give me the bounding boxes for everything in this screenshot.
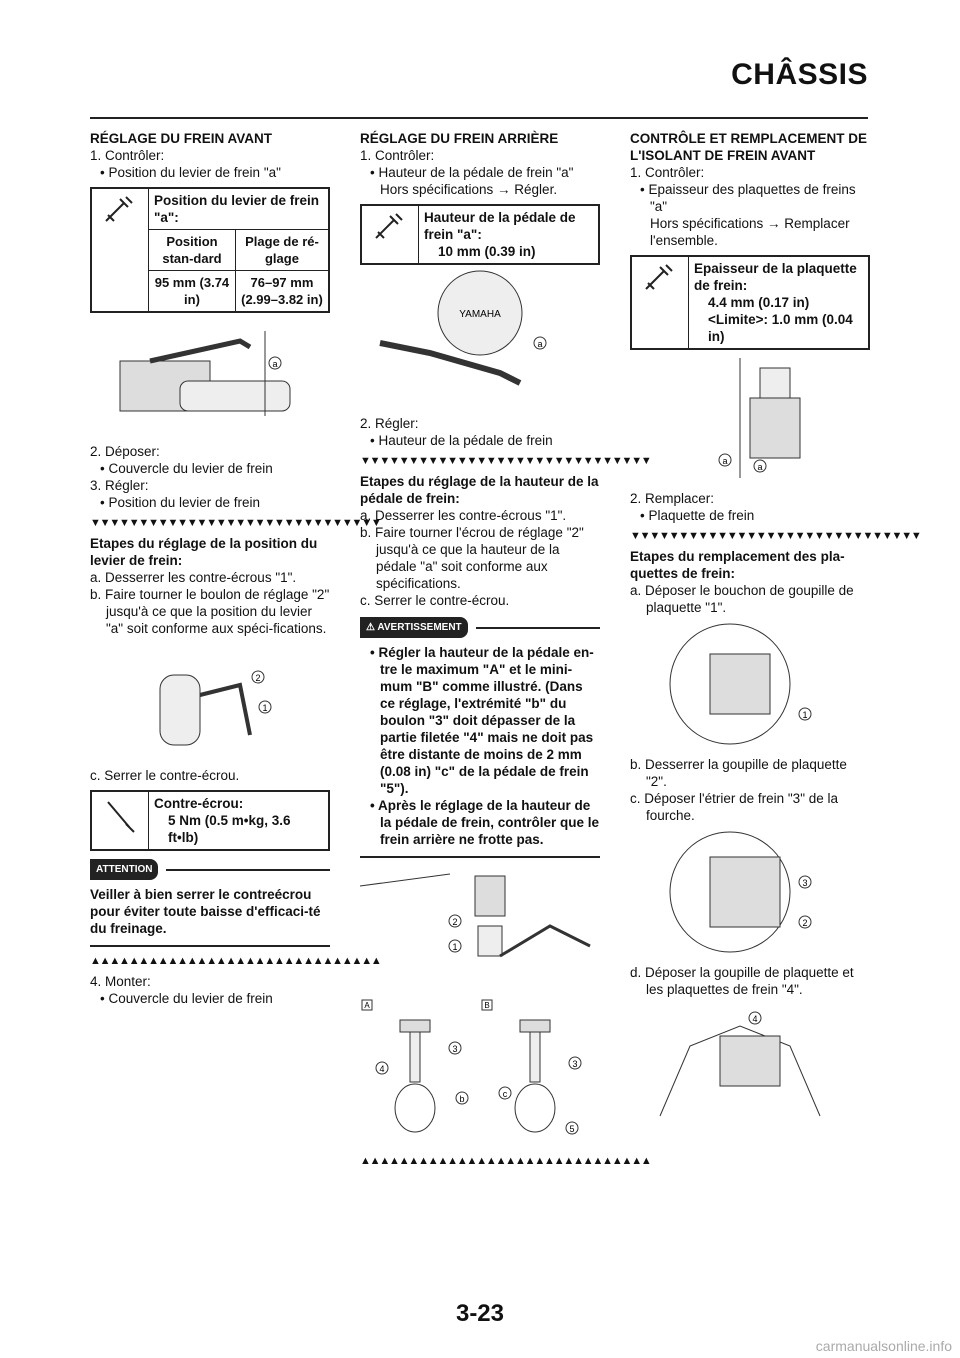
fig-label: 2 (802, 918, 808, 928)
fig-label: 2 (255, 673, 261, 683)
step: 1. Contrôler: (630, 165, 705, 180)
pad-removal-figure (630, 1006, 870, 1130)
steps-end-marker: ▲▲▲▲▲▲▲▲▲▲▲▲▲▲▲▲▲▲▲▲▲▲▲▲▲▲▲▲▲▲ (360, 1155, 651, 1167)
sub-step: d. Déposer la goupille de plaquette et les plaquettes de frein "4". (630, 965, 854, 997)
fig-label: 1 (262, 703, 268, 713)
fig-label: a (722, 456, 728, 466)
wrench-icon (92, 189, 149, 311)
fig-label: 1 (452, 942, 458, 952)
header-rule (90, 117, 868, 119)
adjuster-figure (90, 645, 330, 759)
fig-label: 2 (452, 917, 458, 927)
wrench-icon (362, 206, 419, 263)
spec-box (630, 255, 870, 350)
torque-title: Contre-écrou: (154, 796, 244, 811)
fig-label: 1 (802, 710, 808, 720)
spec-title: Position du levier de frein "a": (154, 193, 320, 225)
section-heading: RÉGLAGE DU FREIN AVANT (90, 131, 272, 146)
fig-label: 4 (752, 1014, 758, 1024)
step: 1. Contrôler: (90, 148, 165, 163)
caliper-figure-1 (630, 624, 870, 748)
pedal-adjust-figure (360, 866, 600, 990)
bullet: • Couvercle du levier de frein (100, 991, 273, 1006)
fig-label: 4 (379, 1064, 385, 1074)
steps-title: Etapes du remplacement des pla-quettes de frein: (630, 549, 845, 581)
sub-step: a. Déposer le bouchon de goupille de plaquette "1". (630, 583, 854, 615)
warning-badge: ⚠ AVERTISSEMENT (360, 617, 468, 638)
attention-text: Veiller à bien serrer le contreécrou pour éviter toute baisse d'efficaci-té du freinage. (90, 887, 321, 936)
spec-value: 76–97 mm (2.99–3.82 in) (235, 271, 328, 312)
step: 2. Régler: (360, 416, 419, 431)
step: 4. Monter: (90, 974, 151, 989)
column-front-brake (90, 130, 381, 1007)
figure-tag: B (484, 1001, 490, 1010)
torque-box (90, 790, 330, 851)
lever-figure (90, 321, 330, 435)
sub-step: b. Desserrer la goupille de plaquette "2". (630, 757, 847, 789)
bullet: • Position du levier de frein "a" (100, 165, 281, 180)
bullet: • Hauteur de la pédale de frein (370, 433, 553, 448)
page-number: 3-23 (455, 1300, 505, 1327)
section-heading: CONTRÔLE ET REMPLACEMENT DE L'ISOLANT DE FREIN AVANT (630, 131, 868, 163)
pedal-figure (360, 273, 600, 407)
fig-label: 3 (572, 1059, 578, 1069)
sub-step: b. Faire tourner le boulon de réglage "2" jusqu'à ce que la position du levier "a" soit conforme aux spéci-fications. (90, 587, 330, 636)
spec-title: Hauteur de la pédale de frein "a": (424, 210, 576, 242)
steps-start-marker: ▼▼▼▼▼▼▼▼▼▼▼▼▼▼▼▼▼▼▼▼▼▼▼▼▼▼▼▼▼▼ (630, 530, 921, 542)
bullet: • Epaisseur des plaquettes de freins "a" (640, 182, 856, 214)
steps-start-marker: ▼▼▼▼▼▼▼▼▼▼▼▼▼▼▼▼▼▼▼▼▼▼▼▼▼▼▼▼▼▼ (90, 517, 381, 529)
figure-tag: A (364, 1001, 370, 1010)
sub-step: a. Desserrer les contre-écrous "1". (90, 570, 297, 585)
spec-value: 95 mm (3.74 in) (149, 271, 235, 312)
bullet: • Position du levier de frein (100, 495, 261, 510)
column-brake-pads (630, 130, 921, 1138)
bullet: • Hauteur de la pédale de frein "a" (370, 165, 574, 180)
spec-limit: <Limite>: 1.0 mm (0.04 in) (708, 312, 853, 344)
fig-label: a (272, 359, 278, 369)
spec-table (149, 229, 328, 311)
step: 1. Contrôler: (360, 148, 435, 163)
fig-label: b (459, 1094, 465, 1104)
step: 3. Régler: (90, 478, 149, 493)
sub-step: c. Serrer le contre-écrou. (90, 768, 240, 783)
fig-label: a (537, 339, 543, 349)
fig-label: 3 (802, 878, 808, 888)
sub-step: a. Desserrer les contre-écrous "1". (360, 508, 567, 523)
bullet: • Plaquette de frein (640, 508, 755, 523)
caliper-figure-2 (630, 832, 870, 956)
warning-bullet: • Après le réglage de la hauteur de la pédale de frein, contrôler que le frein arrière ne frotte pas. (370, 798, 600, 847)
spec-header: Position stan-dard (149, 230, 235, 271)
column-rear-brake (360, 130, 651, 1173)
bullet-continuation: Hors spécifications → Régler. (380, 182, 558, 197)
step: 2. Remplacer: (630, 491, 715, 506)
attention-badge: ATTENTION (90, 859, 158, 880)
sub-step: c. Déposer l'étrier de frein "3" de la fourche. (630, 791, 839, 823)
steps-end-marker: ▲▲▲▲▲▲▲▲▲▲▲▲▲▲▲▲▲▲▲▲▲▲▲▲▲▲▲▲▲▲ (90, 955, 381, 967)
spec-box (360, 204, 600, 265)
steps-start-marker: ▼▼▼▼▼▼▼▼▼▼▼▼▼▼▼▼▼▼▼▼▼▼▼▼▼▼▼▼▼▼ (360, 455, 651, 467)
spec-header: Plage de ré-glage (235, 230, 328, 271)
bullet-continuation: Hors spécifications → Remplacer l'ensemble. (650, 216, 850, 248)
section-heading: RÉGLAGE DU FREIN ARRIÈRE (360, 131, 559, 146)
fig-label: a (757, 462, 763, 472)
spec-value: 4.4 mm (0.17 in) (708, 295, 810, 310)
sub-step: b. Faire tourner l'écrou de réglage "2" jusqu'à ce que la hauteur de la pédale "a" soit conforme aux spécifications. (360, 525, 584, 591)
engine-brand: YAMAHA (459, 309, 501, 320)
spec-title: Epaisseur de la plaquette de frein: (694, 261, 857, 293)
bolt-detail-figure (360, 998, 600, 1147)
sub-step: c. Serrer le contre-écrou. (360, 593, 510, 608)
pad-thickness-figure (630, 358, 870, 482)
spec-box (90, 187, 330, 313)
fig-label: 5 (569, 1124, 575, 1134)
bullet: • Couvercle du levier de frein (100, 461, 273, 476)
spec-value: 10 mm (0.39 in) (438, 244, 536, 259)
torque-value: 5 Nm (0.5 m•kg, 3.6 ft•lb) (168, 813, 291, 845)
wrench-icon (632, 257, 689, 348)
steps-title: Etapes du réglage de la position du levier de frein: (90, 536, 318, 568)
page-title: CHÂSSIS (731, 58, 868, 91)
steps-title: Etapes du réglage de la hauteur de la pédale de frein: (360, 474, 599, 506)
torque-wrench-icon (92, 792, 149, 849)
fig-label: c (502, 1089, 508, 1099)
step: 2. Déposer: (90, 444, 160, 459)
watermark: carmanualsonline.info (815, 1338, 952, 1354)
fig-label: 3 (452, 1044, 458, 1054)
warning-bullet: • Régler la hauteur de la pédale en-tre le maximum "A" et le mini-mum "B" comme illustré. (Dans ce réglage, l'extrémité "b" du boulon "3" doit dépasser de la partie filetée "4" mais ne doit pas être distante de moins de 2 mm (0.08 in) "c" de la pédale de frein "5"). (370, 645, 594, 796)
